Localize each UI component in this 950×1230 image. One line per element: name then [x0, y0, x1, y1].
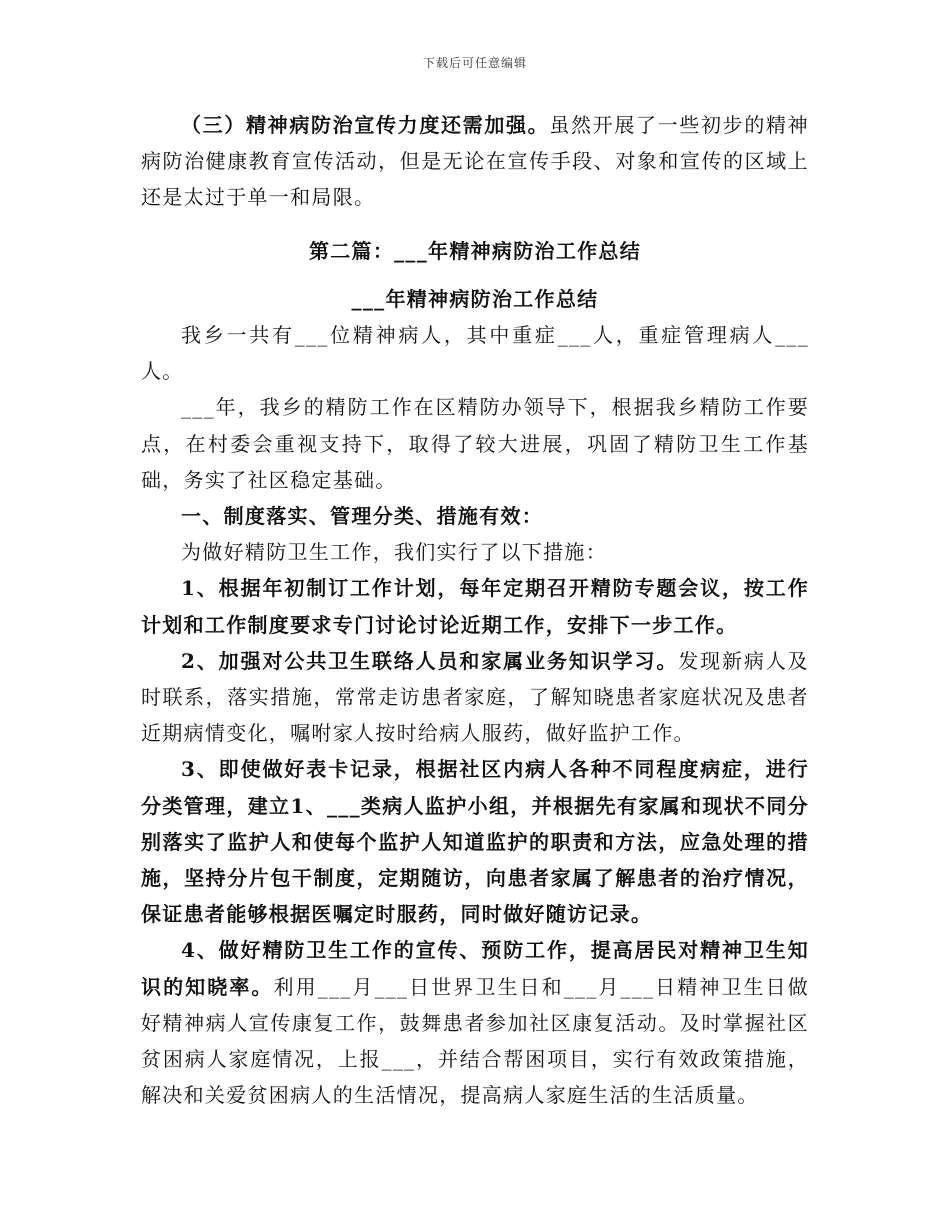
main-title: ___年精神病防治工作总结 — [351, 286, 599, 311]
list-item-2-heading: 2、加强对公共卫生联络人员和家属业务知识学习。 — [181, 648, 679, 673]
list-item-1: 1、根据年初制订工作计划，每年定期召开精防专题会议，按工作计划和工作制度要求专门讨论讨论近期工作，安排下一步工作。 — [141, 576, 809, 637]
page-header: 下载后可任意编辑 — [422, 56, 527, 70]
section-3-text: 虽然开展了一些初步的精神病防治健康教育宣传活动，但是无论在宣传手段、对象和宣传的区域上还是太过于单一和局限。 — [141, 113, 809, 210]
list-item-2-text: 发现新病人及时联系，落实措施，常常走访患者家庭，了解知晓患者家庭状况及患者近期病情变化，嘱咐家人按时给病人服药，做好监护工作。 — [141, 648, 809, 746]
paragraph-patients: 我乡一共有___位精神病人，其中重症___人，重症管理病人___人。 — [141, 323, 809, 384]
list-item-4 — [141, 932, 809, 1113]
list-item-4-heading: 4、做好精防卫生工作的宣传、预防工作，提高居民对精神卫生知识的知晓率。 — [141, 938, 809, 999]
list-item-3: 3、即使做好表卡记录，根据社区内病人各种不同程度病症，进行分类管理，建立1、___类病人监护小组，并根据先有家属和现状不同分别落实了监护人和使每个监护人知道监护的职责和方法，应急处理的措施，坚持分片包干制度，定期随访，向患者家属了解患者的治疗情况，保证患者能够根据医嘱定时服药，同时做好随访记录。 — [141, 757, 809, 927]
section-3-heading: （三）精神病防治宣传力度还需加强。 — [181, 113, 550, 137]
heading-section-1: 一、制度落实、管理分类、措施有效： — [181, 504, 544, 529]
section-3-paragraph — [141, 107, 809, 216]
list-item-4-text: 利用___月___日世界卫生日和___月___日精神卫生日做好精神病人宣传康复工作，鼓舞患者参加社区康复活动。及时掌握社区贫困病人家庭情况，上报___，并结合帮困项目，实行有效政策措施，解决和关爱贫困病人的生活情况，提高病人家庭生活的生活质量。 — [141, 974, 809, 1108]
chapter-title: 第二篇：___年精神病防治工作总结 — [308, 238, 642, 263]
list-item-2 — [141, 643, 809, 752]
paragraph-measures-intro: 为做好精防卫生工作，我们实行了以下措施： — [181, 540, 607, 565]
document-body — [141, 107, 809, 1113]
paragraph-overview: ___年，我乡的精防工作在区精防办领导下，根据我乡精防工作要点，在村委会重视支持下，取得了较大进展，巩固了精防卫生工作基础，务实了社区稳定基础。 — [141, 395, 809, 492]
